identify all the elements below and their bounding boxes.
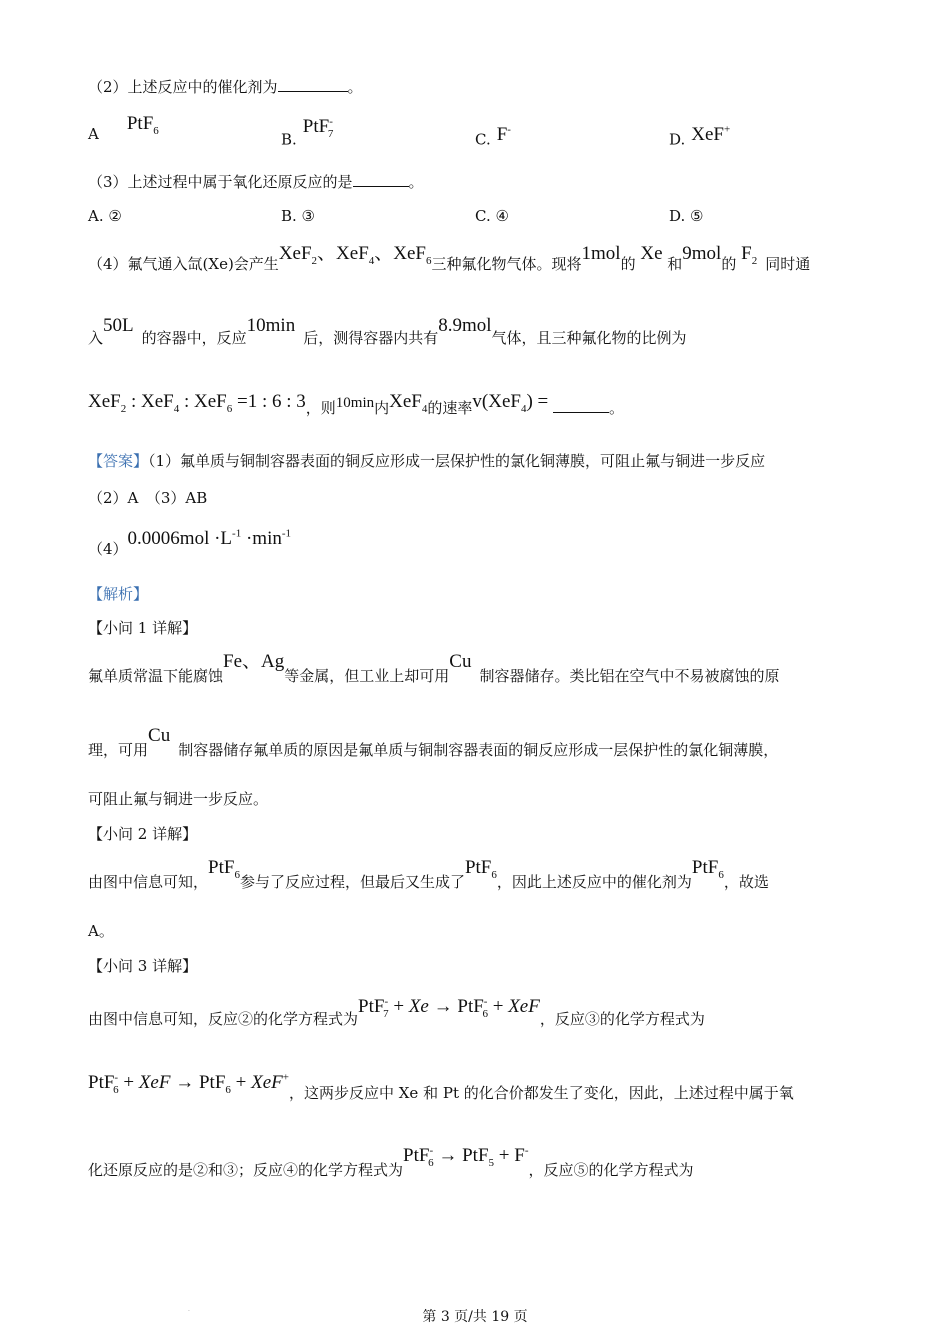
sub2-line-1: 由图中信息可知，PtF$_6$参与了反应过程，但最后又生成了PtF$_6$，因此上述反应中的催化剂为PtF$_6$，故选 [88, 857, 769, 891]
answer-line-1: 【答案】（1）氟单质与铜制容器表面的铜反应形成一层保护性的氯化铜薄膜，可阻止氟与铜进一步反应 [88, 452, 766, 470]
scan-mark: · [188, 1308, 190, 1315]
q3-option-d: D. ⑤ [669, 207, 704, 225]
answer-line-4: $(4)0.0006mol \cdot L^{-1} \cdot\min^{-1}$ [88, 528, 292, 559]
q3-option-b: B. ③ [281, 207, 316, 225]
sub1-line-3: 可阻止氟与铜进一步反应。 [88, 790, 269, 808]
sub1-line-2: 理，可用Cu制容器储存氟单质的原因是氟单质与铜制容器表面的铜反应形成一层保护性的氯化铜薄膜， [88, 725, 779, 759]
sub2-title: 【小问 2 详解】 [88, 825, 198, 843]
q4-line-1: （4）氟气通入氙(Xe)会产生XeF$_2$、XeF$_4$、XeF$_6$三种氟化物气体。现将1mol的 Xe 和9mol的 $F_2$ 同时通 [88, 243, 811, 273]
q2-option-b: B.PtF-$_7$ [281, 116, 334, 149]
analysis-tag: 【解析】 [88, 585, 149, 603]
sub1-line-1: 氟单质常温下能腐蚀Fe、Ag等金属，但工业上却可用Cu制容器储存。类比铝在空气中不易被腐蚀的原 [88, 651, 780, 685]
sub3-line-2: PtF-$_6$ + XeF → PtF$_6$ + XeF+，这两步反应中 Xe 和 Pt 的化合价都发生了变化，因此，上述过程中属于氧 [88, 1072, 794, 1103]
q3-option-c: C. ④ [475, 207, 509, 225]
sub3-title: 【小问 3 详解】 [88, 957, 198, 975]
sub1-title: 【小问 1 详解】 [88, 619, 198, 637]
q3-option-a: A. ② [88, 207, 122, 225]
q2-option-a: A PtF$_6$ [88, 113, 159, 143]
sub3-line-1: 由图中信息可知，反应②的化学方程式为PtF-$_7$ + Xe → PtF-$_6$ + XeF，反应③的化学方程式为 [88, 996, 705, 1029]
page-footer: 第 3 页/共 19 页 [422, 1309, 528, 1325]
q3-stem: （3）上述过程中属于氧化还原反应的是 。 [88, 173, 424, 191]
sub3-line-3: 化还原反应的是②和③；反应④的化学方程式为PtF-$_6$ → PtF$_5$ + F-，反应⑤的化学方程式为 [88, 1145, 694, 1180]
q4-line-3: XeF$_2$ : XeF$_4$ : XeF$_6$ =1 : 6 : 3，则10min内XeF$_4$的速率v(XeF$_4$) = 。 [88, 391, 625, 417]
q2-stem: （2）上述反应中的催化剂为 。 [88, 78, 363, 96]
q2-option-c: C. F- [475, 124, 511, 149]
q2-option-d: D. XeF+ [669, 124, 731, 149]
answer-line-2: （2）A （3）AB [88, 489, 208, 507]
q4-line-2: 入50L的容器中，反应10min后，测得容器内共有8.9mol气体，且三种氟化物的比例为 [88, 315, 687, 347]
answer-tag: 【答案】 [88, 452, 149, 470]
sub2-line-2: A。 [88, 922, 114, 940]
